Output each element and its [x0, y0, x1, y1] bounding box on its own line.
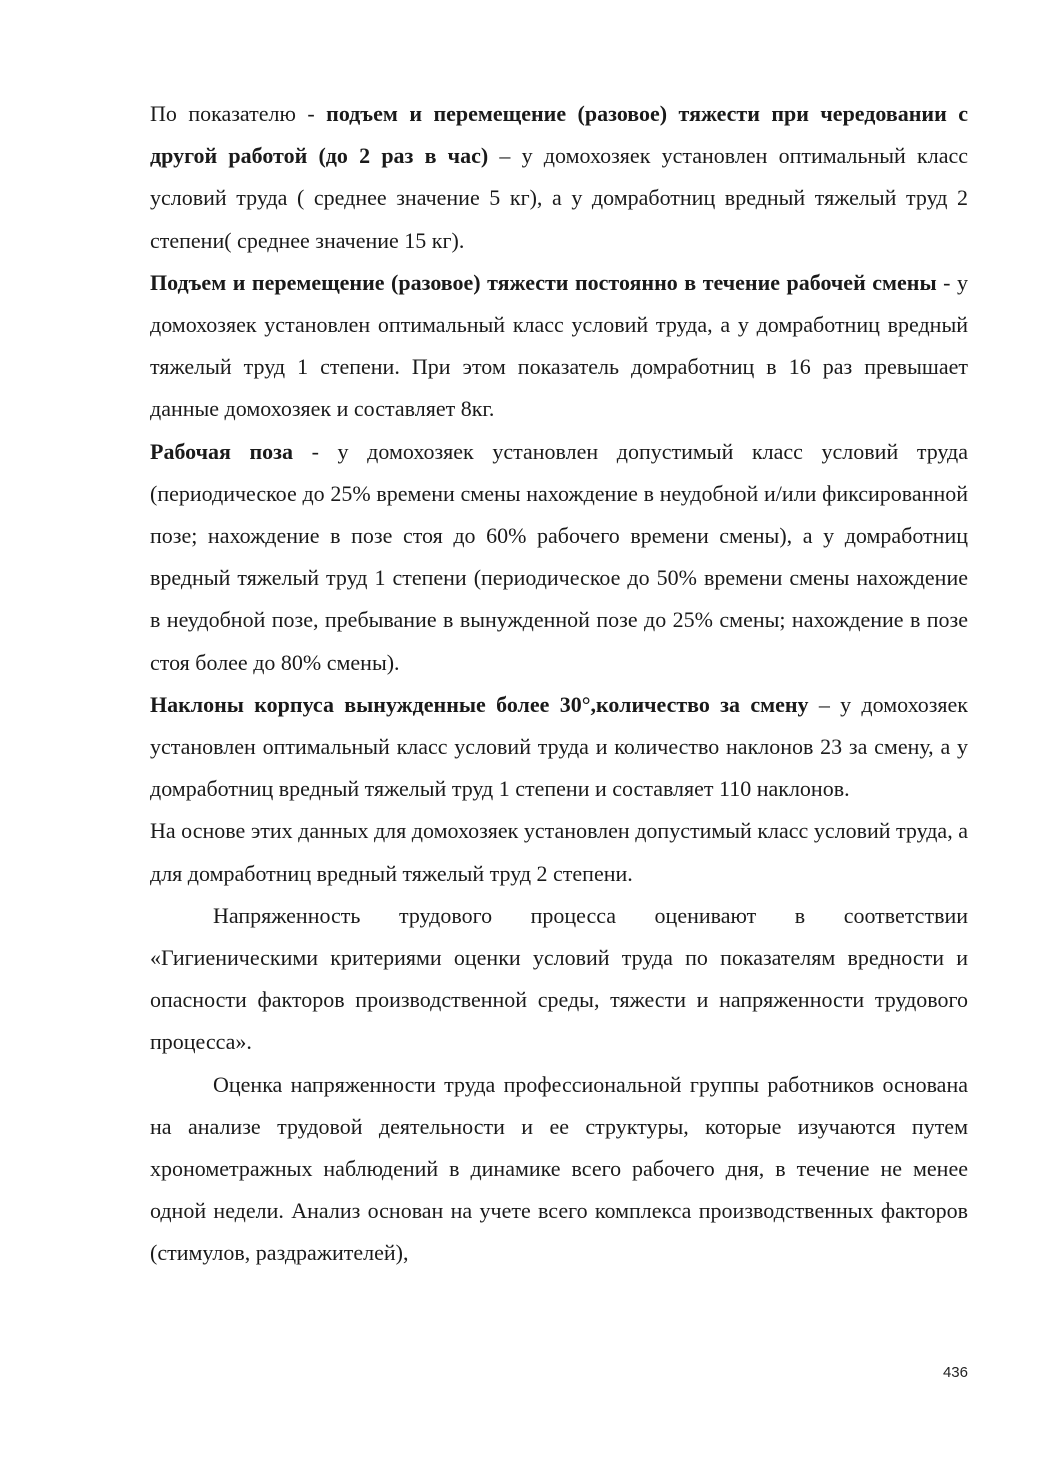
paragraph-lead: По показателю -: [150, 101, 327, 126]
paragraph-text: – у домохозяек установлен оптимальный класс условий труда ( среднее значение 5 кг), а у домработниц вредный тяжелый труд 2 степени( среднее значение 15 кг).: [150, 143, 968, 253]
paragraph-load-alternating: [150, 93, 968, 262]
paragraph-heading: Подъем и перемещение (разовое) тяжести постоянно в течение рабочей смены: [150, 269, 937, 295]
paragraph-heading: подъем и перемещение (разовое) тяжести при чередовании с другой работой (до 2 раз в час): [150, 101, 968, 169]
paragraph-text: - у домохозяек установлен оптимальный класс условий труда, а у домработниц вредный тяжелый труд 1 степени. При этом показатель домработниц в 16 раз превышает данные домохозяек и составляет 8кг.: [150, 269, 968, 422]
paragraph-text: - у домохозяек установлен допустимый класс условий труда (периодическое до 25% времени смены нахождение в неудобной и/или фиксированной позе; нахождение в позе стоя до 60% рабочего времени смены), а у домработниц вредный тяжелый труд 1 степени (периодическое до 50% времени смены нахождение в неудобной позе, пребывание в вынужденной позе до 25% смены; нахождение в позе стоя более до 80% смены).: [150, 438, 968, 675]
paragraph-heading: Наклоны корпуса вынужденные более 30°,количество за смену: [150, 691, 809, 717]
page-number: 436: [942, 1364, 968, 1381]
paragraph-load-constant: [150, 262, 968, 431]
paragraph-heading: Рабочая поза: [150, 438, 294, 464]
paragraph-conclusion: На основе этих данных для домохозяек установлен допустимый класс условий труда, а для домработниц вредный тяжелый труд 2 степени.: [150, 818, 968, 886]
paragraph-intensity-evaluation: Оценка напряженности труда профессиональной группы работников основана на анализе трудовой деятельности и ее структуры, которые изучаются путем хронометражных наблюдений в динамике всего рабочего дня, в течение не менее одной недели. Анализ основан на учете всего комплекса производственных факторов (стимулов, раздражителей),: [150, 1071, 968, 1266]
paragraph-body-bends: [150, 684, 968, 811]
paragraph-text: – у домохозяек установлен оптимальный класс условий труда и количество наклонов 23 за смену, а у домработниц вредный тяжелый труд 1 степени и составляет 110 наклонов.: [150, 691, 968, 802]
document-body: [150, 93, 968, 1275]
paragraph-working-posture: [150, 431, 968, 684]
paragraph-intensity-assessment: Напряженность трудового процесса оценивают в соответствии «Гигиеническими критериями оценки условий труда по показателям вредности и опасности факторов производственной среды, тяжести и напряженности трудового процесса».: [150, 902, 968, 1055]
